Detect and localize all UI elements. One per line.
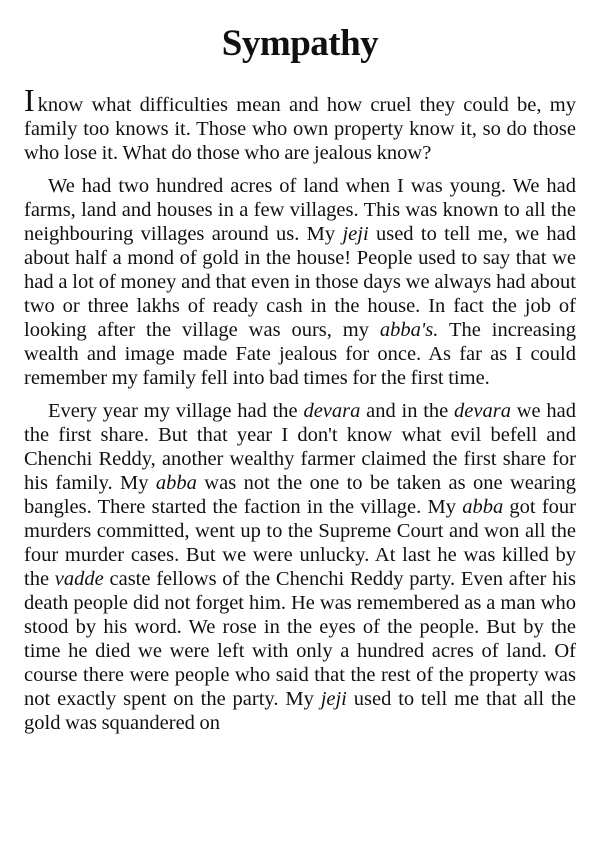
paragraph-1	[24, 82, 576, 165]
p3-italic-jeji: jeji	[320, 688, 347, 710]
p3-italic-abba-1: abba	[155, 472, 197, 494]
p2-text-1: We had two hundred acres of land when I was young. We had farms, land and houses in a few villages. This was known to all the neighbouring villages around us. My	[24, 175, 576, 245]
p2-italic-jeji: jeji	[342, 223, 369, 245]
p3-text-4: was not the one to be taken as one wearing bangles. There started the faction in the village. My	[24, 472, 576, 518]
p2-text-2: used to tell me, we had about half a mond of gold in the house! People used to say that we had a lot of money and that even in those days we always had about two or three lakhs of ready cash in the house. In fact the job of looking after the village was ours, my	[24, 223, 576, 341]
p3-text-6: caste fellows of the Chenchi Reddy party. Even after his death people did not forget him. He was remembered as a man who stood by his word. We rose in the eyes of the people. But by the time he died we were left with only a hundred acres of land. Of course there were people who said that the rest of the property was not exactly spent on the party. My	[24, 568, 576, 710]
p3-text-5: got four murders committed, went up to the Supreme Court and won all the four murder cases. But we were unlucky. At last he was killed by the	[24, 496, 576, 590]
paragraph-1-text: know what difficulties mean and how cruel they could be, my family too knows it. Those who own property know it, so do those who lose it. What do those who are jealous know?	[24, 94, 576, 164]
p3-text-2: and in the	[360, 400, 455, 422]
p3-text-7: used to tell me that all the gold was squandered on	[24, 688, 576, 734]
p3-text-3: we had the first share. But that year I don't know what evil befell and Chenchi Reddy, another wealthy farmer claimed the first share for his family. My	[24, 400, 576, 494]
p3-italic-abba-2: abba	[462, 496, 504, 518]
p3-italic-vadde: vadde	[54, 568, 104, 590]
p2-text-3: The increasing wealth and image made Fate jealous for once. As far as I could remember my family fell into bad times for the first time.	[24, 319, 576, 389]
p3-italic-devara-1: devara	[303, 400, 361, 422]
paragraph-3	[24, 399, 576, 735]
p3-italic-devara-2: devara	[454, 400, 511, 422]
p2-italic-abbas: abba's.	[379, 319, 439, 341]
chapter-title: Sympathy	[221, 23, 379, 64]
drop-cap: I	[24, 82, 35, 118]
paragraph-2	[24, 174, 576, 390]
p3-text-1: Every year my village had the	[48, 400, 304, 422]
